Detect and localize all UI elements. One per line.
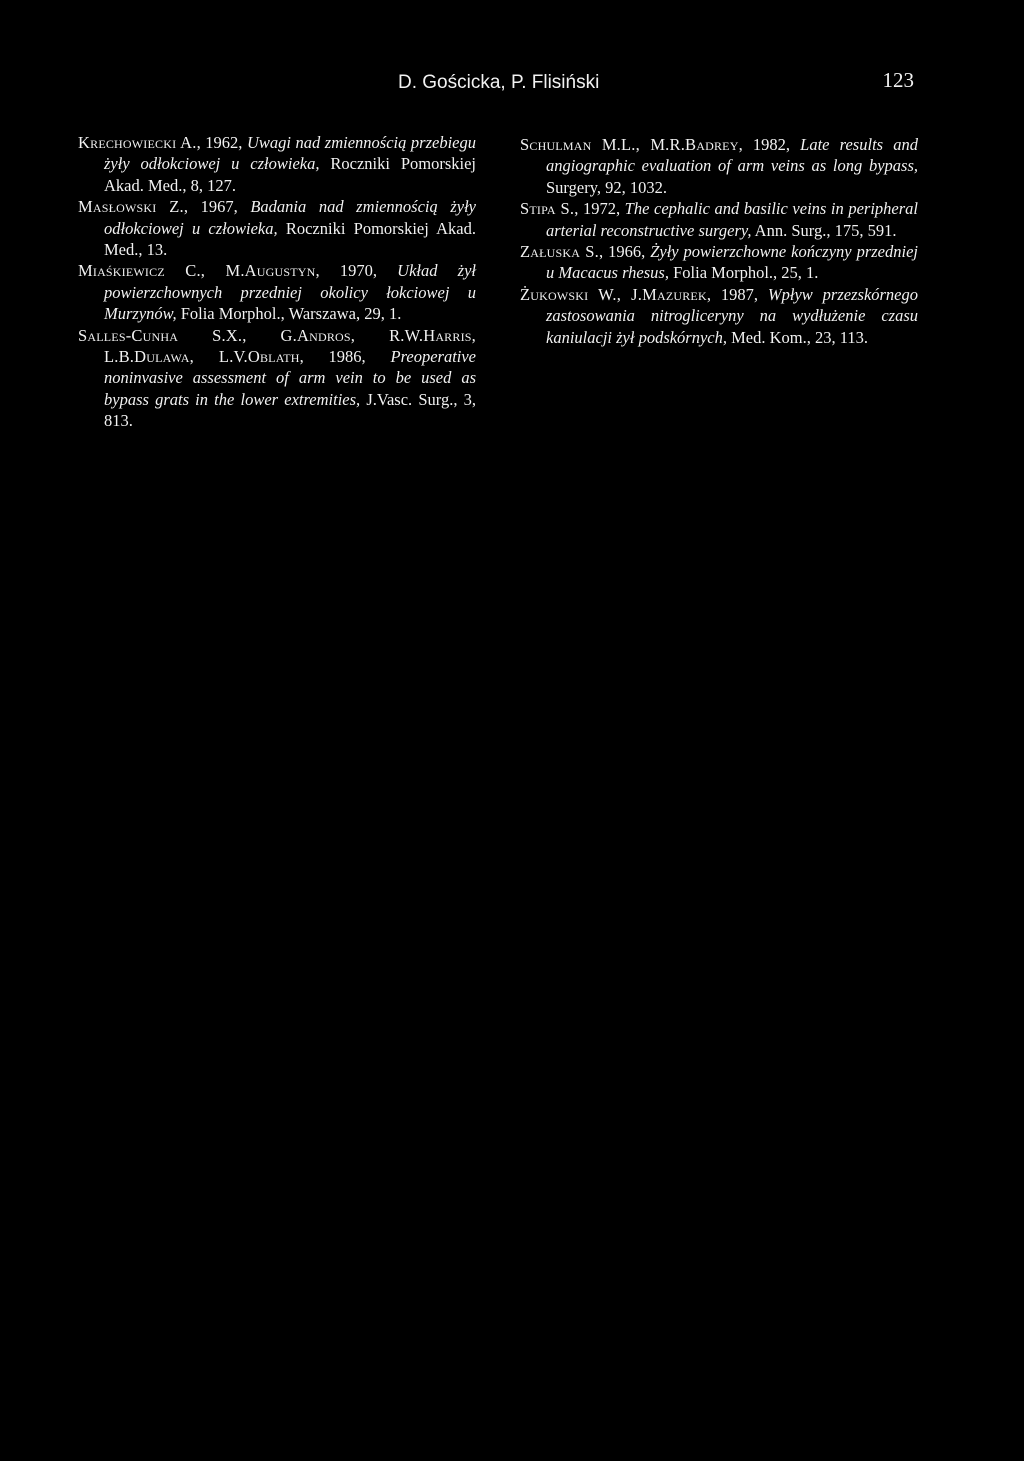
reference-author: Masłowski Z. — [78, 197, 184, 217]
reference-source: Ann. Surg., 175, 591. — [751, 220, 897, 240]
reference-author: Załuska S. — [520, 242, 600, 262]
references-column-right — [520, 134, 918, 348]
reference-author: Salles-Cunha S.X., G.Andros, R.W.Harris, L.B.Dulawa, L.V.Oblath — [78, 325, 476, 367]
reference-source: Surgery, 92, 1032. — [546, 177, 667, 197]
reference-entry — [78, 132, 476, 196]
reference-entry — [520, 134, 918, 198]
reference-entry — [78, 260, 476, 324]
reference-entry — [520, 284, 918, 348]
reference-title: Układ żył powierzchownych przedniej okolicy łokciowej u Murzynów, — [104, 261, 476, 324]
reference-source: Roczniki Pomorskiej Akad. Med., 13. — [104, 218, 476, 260]
reference-author: Miaśkiewicz C., M.Augustyn — [78, 261, 316, 281]
reference-entry — [78, 325, 476, 432]
reference-year: , 1972, — [574, 199, 625, 219]
reference-author: Żukowski W., J.Mazurek — [520, 284, 707, 304]
running-head-authors: D. Gościcka, P. Flisiński — [398, 72, 600, 93]
reference-author: Stipa S. — [520, 199, 575, 219]
reference-source: Folia Morphol., 25, 1. — [668, 263, 819, 283]
running-head — [78, 68, 914, 98]
reference-year: , 1986, — [299, 347, 391, 367]
reference-source: Folia Morphol., Warszawa, 29, 1. — [176, 304, 402, 324]
reference-title: Żyły powierzchowne kończyny przedniej u Macacus rhesus, — [546, 242, 918, 283]
reference-year: , 1982, — [738, 135, 801, 154]
reference-title: Badania nad zmiennością żyły odłokciowej u człowieka, — [104, 197, 477, 238]
reference-entry — [520, 198, 918, 241]
reference-title: Wpływ przezskórnego zastosowania nitrogliceryny na wydłużenie czasu kaniulacji żył podskórnych, — [546, 284, 919, 347]
reference-year: , 1967, — [183, 197, 251, 217]
reference-title: The cephalic and basilic veins in peripheral arterial reconstructive surgery, — [546, 199, 918, 240]
references-column-left — [78, 132, 476, 432]
reference-entry — [520, 241, 918, 284]
reference-entry — [78, 196, 476, 260]
reference-year: , 1987, — [706, 284, 768, 304]
reference-author: Krechowiecki A. — [78, 133, 197, 152]
page-number: 123 — [882, 68, 914, 92]
reference-year: , 1970, — [315, 261, 398, 281]
reference-author: Schulman M.L., M.R.Badrey — [520, 135, 739, 154]
reference-year: , 1966, — [599, 242, 651, 262]
reference-source: Roczniki Pomorskiej Akad. Med., 8, 127. — [104, 154, 476, 195]
reference-year: , 1962, — [196, 133, 247, 152]
reference-title: Uwagi nad zmiennością przebiegu żyły odłokciowej u człowieka, — [104, 133, 477, 174]
reference-source: Med. Kom., 23, 113. — [727, 327, 869, 347]
reference-title: Preoperative noninvasive assessment of arm vein to be used as bypass grats in the lower extremities, — [104, 347, 477, 409]
reference-source: J.Vasc. Surg., 3, 813. — [104, 389, 476, 431]
reference-title: Late results and angiographic evaluation of arm veins as long bypass, — [546, 135, 918, 176]
